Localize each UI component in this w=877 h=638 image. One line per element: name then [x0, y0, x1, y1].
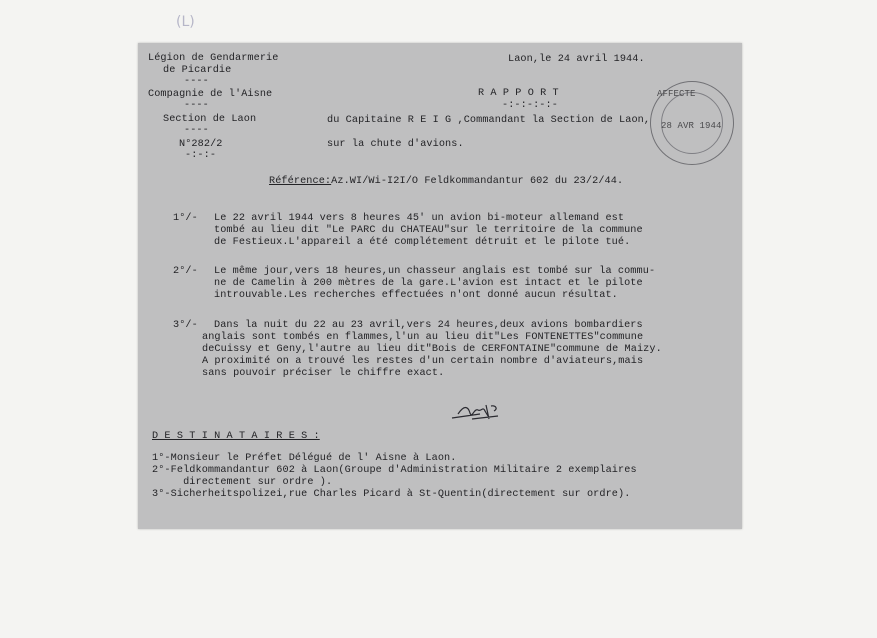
paragraph-line: deCuissy et Geny,l'autre au lieu dit"Bois de CERFONTAINE"commune de Maizy. — [202, 344, 662, 355]
signature — [450, 401, 510, 423]
stamp-top-text: AFFECTE — [657, 89, 696, 99]
paragraph-line: tombé au lieu dit "Le PARC du CHATEAU"sur le territoire de la commune — [214, 225, 643, 236]
report-heading-separator: -:-:-:-:- — [502, 100, 558, 111]
paragraph-line: introuvable.Les recherches effectuées n'ont donné aucun résultat. — [214, 290, 618, 301]
letterhead-separator: -:-:- — [185, 150, 217, 161]
paragraph-line: ne de Camelin à 200 mètres de la gare.L'avion est intact et le pilote — [214, 278, 643, 289]
letterhead-separator: ---- — [184, 125, 209, 136]
place-date: Laon,le 24 avril 1944. — [508, 54, 645, 65]
paragraph-line: sans pouvoir préciser le chiffre exact. — [202, 368, 445, 379]
recipient-item: directement sur ordre ). — [152, 477, 333, 488]
document-page — [138, 43, 742, 529]
letterhead-reference-number: N°282/2 — [179, 139, 223, 150]
corner-handwritten-mark: (L) — [176, 14, 195, 30]
paragraph-number: 2°/- — [173, 266, 198, 277]
affecte-stamp — [650, 81, 734, 165]
letterhead-compagnie: Compagnie de l'Aisne — [148, 89, 273, 100]
letterhead-separator: ---- — [184, 100, 209, 111]
stamp-date-text: 28 AVR 1944 — [661, 121, 722, 131]
reference-text: Az.WI/Wi-I2I/O Feldkommandantur 602 du 23/2/44. — [331, 176, 624, 187]
paragraph-line: Le 22 avril 1944 vers 8 heures 45' un avion bi-moteur allemand est — [214, 213, 625, 224]
letterhead-legion: Légion de Gendarmerie — [148, 53, 279, 64]
paragraph-line: de Festieux.L'appareil a été complétement détruit et le pilote tué. — [214, 237, 631, 248]
reference-label: Référence: — [269, 176, 332, 187]
report-heading: R A P P O R T — [478, 88, 559, 99]
recipient-item: 1°-Monsieur le Préfet Délégué de l' Aisne à Laon. — [152, 453, 457, 464]
reference-line — [269, 176, 623, 188]
letterhead-region: de Picardie — [163, 65, 232, 76]
paragraph-number: 1°/- — [173, 213, 198, 224]
paragraph-line: anglais sont tombés en flammes,l'un au lieu dit"Les FONTENETTES"commune — [202, 332, 644, 343]
report-subject-line: sur la chute d'avions. — [327, 139, 464, 150]
paragraph-number: 3°/- — [173, 320, 198, 331]
paragraph-line: Dans la nuit du 22 au 23 avril,vers 24 heures,deux avions bombardiers — [214, 320, 643, 331]
recipient-item: 3°-Sicherheitspolizei,rue Charles Picard à St-Quentin(directement sur ordre). — [152, 489, 631, 500]
recipient-item: 2°-Feldkommandantur 602 à Laon(Groupe d'Administration Militaire 2 exemplaires — [152, 465, 637, 476]
letterhead-section: Section de Laon — [163, 114, 257, 125]
paragraph-line: A proximité on a trouvé les restes d'un certain nombre d'aviateurs,mais — [202, 356, 644, 367]
letterhead-separator: ---- — [184, 76, 209, 87]
report-author-line: du Capitaine R E I G ,Commandant la Section de Laon, — [327, 115, 651, 126]
recipients-heading: D E S T I N A T A I R E S : — [152, 431, 320, 442]
paragraph-line: Le même jour,vers 18 heures,un chasseur anglais est tombé sur la commu- — [214, 266, 656, 277]
